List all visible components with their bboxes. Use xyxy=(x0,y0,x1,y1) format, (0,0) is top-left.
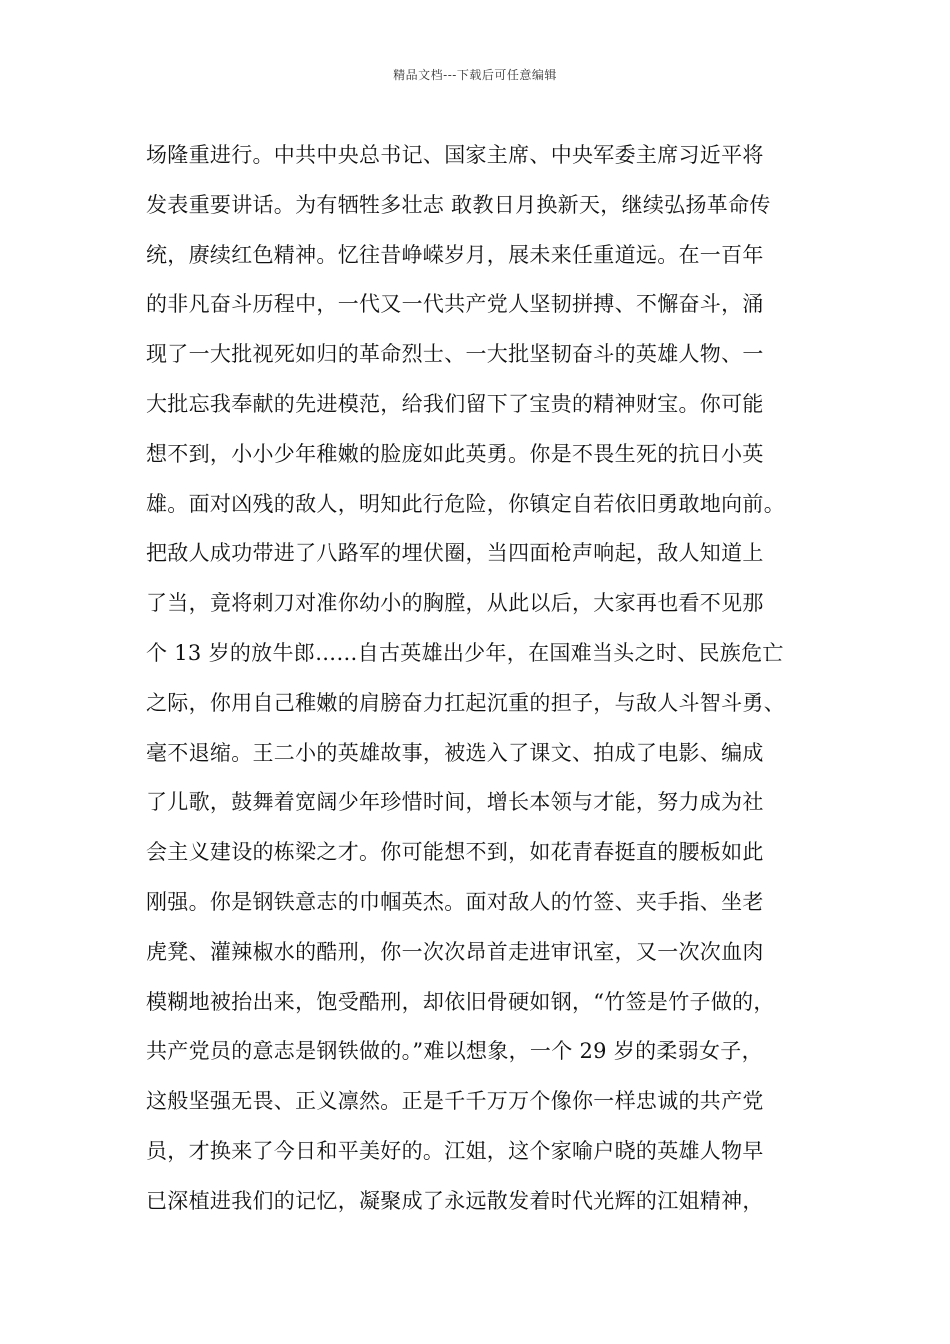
page-header: 精品文档---下载后可任意编辑 xyxy=(393,68,557,82)
text-line: 想不到，小小少年稚嫩的脸庞如此英勇。你是不畏生死的抗日小英 xyxy=(146,441,764,466)
text-line: 会主义建设的栋梁之才。你可能想不到，如花青春挺直的腰板如此 xyxy=(146,840,764,865)
text-line: 场隆重进行。中共中央总书记、国家主席、中央军委主席习近平将 xyxy=(146,143,764,167)
text-line: 把敌人成功带进了八路军的埋伏圈，当四面枪声响起，敌人知道上 xyxy=(146,541,764,566)
text-line: 了当，竟将刺刀对准你幼小的胸膛，从此以后，大家再也看不见那 xyxy=(146,591,764,616)
text-line: 的非凡奋斗历程中，一代又一代共产党人坚韧拼搏、不懈奋斗，涌 xyxy=(146,292,764,317)
text-line: 这般坚强无畏、正义凛然。正是千千万万个像你一样忠诚的共产党 xyxy=(146,1089,764,1114)
text-line: 毫不退缩。王二小的英雄故事，被选入了课文、拍成了电影、编成 xyxy=(146,740,764,765)
text-line: 统，赓续红色精神。忆往昔峥嵘岁月，展未来任重道远。在一百年 xyxy=(146,242,764,267)
text-line: 虎凳、灌辣椒水的酷刑，你一次次昂首走进审讯室，又一次次血肉 xyxy=(146,939,764,964)
text-line: 了儿歌，鼓舞着宽阔少年珍惜时间，增长本领与才能，努力成为社 xyxy=(146,790,764,815)
text-line: 个 13 岁的放牛郎……自古英雄出少年，在国难当头之时、民族危亡 xyxy=(146,640,784,665)
text-line: 发表重要讲话。为有牺牲多壮志 敢教日月换新天，继续弘扬革命传 xyxy=(146,192,771,217)
text-line: 之际，你用自己稚嫩的肩膀奋力扛起沉重的担子，与敌人斗智斗勇、 xyxy=(146,690,785,715)
body-paragraph xyxy=(146,131,826,1227)
text-line: 模糊地被抬出来，饱受酷刑，却依旧骨硬如钢，“竹签是竹子做的， xyxy=(146,989,775,1014)
text-line: 刚强。你是钢铁意志的巾帼英杰。面对敌人的竹签、夹手指、坐老 xyxy=(146,889,764,914)
text-line: 员，才换来了今日和平美好的。江姐，这个家喻户晓的英雄人物早 xyxy=(146,1138,764,1163)
text-line: 共产党员的意志是钢铁做的。”难以想象，一个 29 岁的柔弱女子， xyxy=(146,1039,763,1064)
text-line: 已深植进我们的记忆，凝聚成了永远散发着时代光辉的江姐精神， xyxy=(146,1188,764,1213)
text-line: 现了一大批视死如归的革命烈士、一大批坚韧奋斗的英雄人物、一 xyxy=(146,342,764,367)
text-line: 雄。面对凶残的敌人，明知此行危险，你镇定自若依旧勇敢地向前。 xyxy=(146,491,785,516)
text-line: 大批忘我奉献的先进模范，给我们留下了宝贵的精神财宝。你可能 xyxy=(146,391,764,416)
